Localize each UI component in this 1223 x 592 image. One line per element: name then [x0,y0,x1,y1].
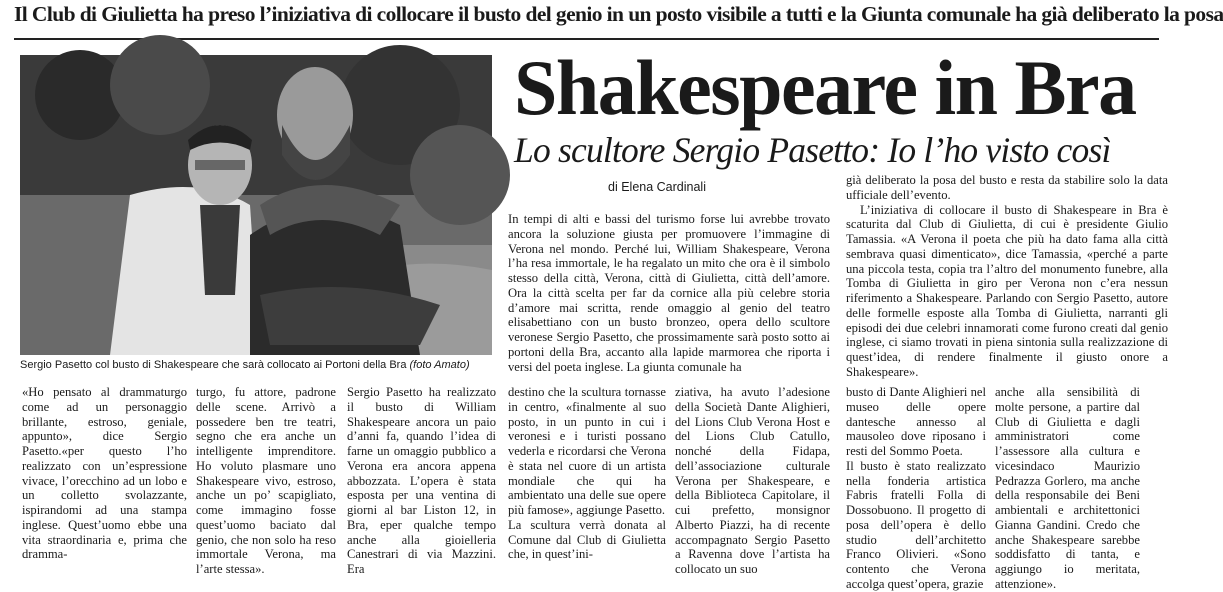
byline: di Elena Cardinali [608,180,706,194]
article-photo [20,55,492,355]
paragraph: ziativa, ha avuto l’adesione della Società Dante Alighieri, del Lions Club Verona Host e del Lions Club Catullo, nonché della Fidapa, dell’associazione culturale Verona per Shakespeare, e della Biblioteca Capitolare, il cui prefetto, monsignor Alberto Piazzi, ha di recente accompagnato Sergio Pasetto a Ravenna dove l’artista ha collocato un suo [675,385,830,576]
article-column-6 [846,385,986,591]
article-column-top-left [508,212,830,372]
headline: Shakespeare in Bra [514,44,1136,131]
paragraph: anche alla sensibilità di molte persone, a partire dal Club di Giulietta e dagli amministratori come l’assessore alla cultura e vicesindaco Maurizio Pedrazza Gorlero, ma anche della responsabile dei Beni ambientali e architettonici Gianna Gandini. Credo che anche Shakespeare sarebbe soddisfatto di tanta, e aggiungo io meritata, attenzione». [995,385,1140,591]
paragraph: In tempi di alti e bassi del turismo forse lui avrebbe trovato ancora la soluzione giusta per promuovere l’immagine di Verona nel mondo. Perché lui, William Shakespeare, Verona l’ha resa immortale, le ha regalato un mito che ora è il simbolo stesso della città, Verona, città di Giulietta, città dell’amore. Ora la città scelta per far da cornice alla più celebre storia d’amore mai scritta, rende omaggio al genio del teatro elisabettiano con un busto bronzeo, opera dello scultore veronese Sergio Pasetto, che prossimamente sarà posto sotto ai portoni della Bra, accanto alla lapide marmorea che riporta i versi del poeta inglese. La giunta comunale ha [508,212,830,374]
article-column-top-right [846,173,1168,379]
paragraph: destino che la scultura tornasse in centro, «finalmente al suo posto, in un punto in cui i veronesi e i turisti possano vederla e ricordarsi che Verona è stata nel cuore di un artista mondiale che qui ha ambientato una delle sue opere più famose», aggiunge Pasetto. La scultura verrà donata al Comune dal Club di Giulietta che, in quest’ini- [508,385,666,562]
paragraph: già deliberato la posa del busto e resta da stabilire solo la data ufficiale dell’evento. [846,173,1168,202]
article-column-7 [995,385,1140,591]
paragraph: «Ho pensato al drammaturgo come ad un personaggio brillante, estroso, geniale, appunto», dice Sergio Pasetto.«per questo l’ho realizzato con un’espressione vivace, l’orecchino ad un lobo e un colletto svolazzante, ispirandomi ad una stampa inglese. Quest’uomo ebbe una vita straordinaria e, prima che dramma- [22,385,187,562]
photo-credit: (foto Amato) [409,359,470,371]
caption-text: Sergio Pasetto col busto di Shakespeare che sarà collocato ai Portoni della Bra [20,359,407,371]
article-column-4 [508,385,666,562]
paragraph: busto di Dante Alighieri nel museo delle opere dantesche annesso al mausoleo dove riposano i resti del Sommo Poeta. Il busto è stato realizzato nella fonderia artistica Fabris fratelli Folla di Dossobuono. Il progetto di posa dell’opera è dello studio dell’architetto Franco Olivieri. «Sono contento che Verona accolga quest’opera, grazie [846,385,986,591]
subheadline: Lo scultore Sergio Pasetto: Io l’ho visto così [514,130,1111,170]
paragraph: Sergio Pasetto ha realizzato il busto di William Shakespeare ancora un paio d’anni fa, quando l’idea di farne un omaggio pubblico a Verona era ancora appena abbozzata. L’opera è stata esposta per una ventina di giorni al bar Liston 12, in Bra, eper qualche tempo anche alla gioielleria Canestrari di via Mazzini. Era [347,385,496,576]
kicker-headline: Il Club di Giulietta ha preso l’iniziativa di collocare il busto del genio in un posto visibile a tutti e la Giunta comunale ha già deliberato la posa [14,2,1223,26]
paragraph: turgo, fu attore, padrone delle scene. Arrivò a possedere ben tre teatri, segno che era anche un intelligente imprenditore. Ho voluto plasmare uno Shakespeare vivo, estroso, anche un po’ scapigliato, come immagino fosse quest’uomo baciato dal genio, che non solo ha reso immortale Verona, ma l’arte stessa». [196,385,336,576]
paragraph: L’iniziativa di collocare il busto di Shakespeare in Bra è scaturita dal Club di Giulietta, di cui è presidente Giulio Tamassia. «A Verona il poeta che più ha dato fama alla città sembrava quasi dimenticato», dice Tamassia, «perché a parte una piccola testa, copia tra l’altro del monumento funebre, alla Tomba di Giulietta in giro per Verona non c’era nessun riferimento a Shakespeare. Parlando con Sergio Pasetto, autore delle formelle esposte alla Tomba di Giulietta, narranti gli episodi dei due celebri innamorati come furono creati dal genio inglese, ci siamo trovati in piena sintonia sulla realizzazione di quest’idea, di rendere finalmente il giusto onore a Shakespeare». [846,202,1168,379]
photo-caption [20,359,500,371]
article-column-3 [347,385,496,576]
article-column-1 [22,385,187,562]
divider-rule [14,38,1159,40]
article-column-2 [196,385,336,576]
article-column-5 [675,385,830,576]
